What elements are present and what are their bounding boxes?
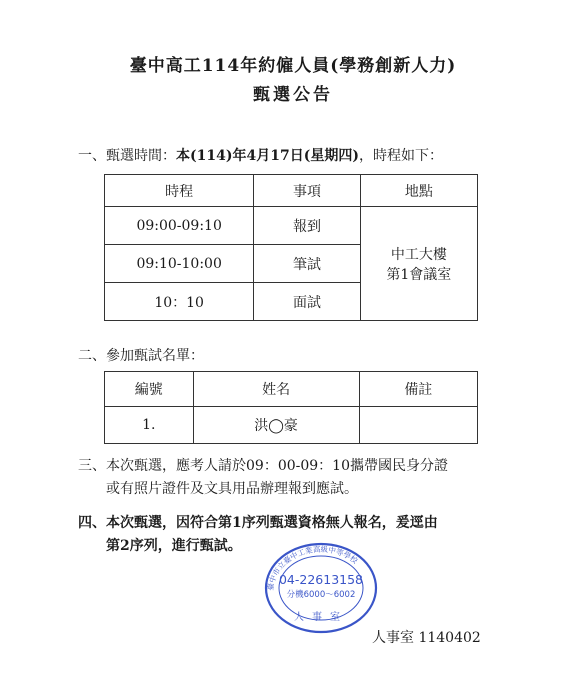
header-location: 地點 xyxy=(360,175,477,207)
stamp-unit: 人事室 xyxy=(294,612,348,623)
issuer-signature: 人事室 1140402 xyxy=(372,630,481,646)
official-seal-stamp xyxy=(262,540,380,636)
candidate-note xyxy=(359,407,477,444)
section-4-line-1: 四、本次甄選，因符合第1序列甄選資格無人報名，爰逕由 xyxy=(78,515,438,531)
section-1-rest: ，時程如下： xyxy=(358,148,443,164)
section-1-heading xyxy=(78,145,443,165)
stamp-phone: 04-22613158 xyxy=(278,572,364,587)
schedule-time: 09:10-10:00 xyxy=(105,245,254,283)
section-1-label: 一、甄選時間： xyxy=(78,148,176,164)
schedule-item: 筆試 xyxy=(254,245,360,283)
exam-date: 本(114)年4月17日(星期四) xyxy=(176,148,359,164)
schedule-location xyxy=(360,207,477,321)
section-3-line-2: 或有照片證件及文具用品辦理報到應試。 xyxy=(106,481,358,497)
section-4-line-2: 第2序列，進行甄試。 xyxy=(106,538,242,554)
location-room: 第1會議室 xyxy=(386,266,452,283)
announcement-subtitle: 甄選公告 xyxy=(253,85,333,105)
table-header-row xyxy=(105,175,478,207)
section-3-line-1: 三、本次甄選，應考人請於09：00-09：10攜帶國民身分證 xyxy=(78,458,448,474)
candidate-table xyxy=(104,371,478,444)
schedule-time: 10：10 xyxy=(105,283,254,321)
header-number: 編號 xyxy=(105,372,194,407)
schedule-time: 09:00-09:10 xyxy=(105,207,254,245)
schedule-item: 報到 xyxy=(254,207,360,245)
table-header-row xyxy=(105,372,478,407)
header-item: 事項 xyxy=(254,175,360,207)
candidate-name: 洪◯豪 xyxy=(193,407,359,444)
header-time: 時程 xyxy=(105,175,254,207)
header-name: 姓名 xyxy=(193,372,359,407)
location-building: 中工大樓 xyxy=(390,246,447,263)
svg-text:臺中市立臺中工業高級中等學校: 臺中市立臺中工業高級中等學校 xyxy=(265,544,360,592)
header-note: 備註 xyxy=(359,372,477,407)
stamp-extension: 分機6000～6002 xyxy=(286,590,356,600)
candidate-number: 1. xyxy=(105,407,194,444)
section-2-heading: 二、參加甄試名單： xyxy=(78,348,204,364)
table-row xyxy=(105,207,478,245)
announcement-title: 臺中高工114年約僱人員(學務創新人力) xyxy=(129,56,457,76)
table-row xyxy=(105,407,478,444)
schedule-item: 面試 xyxy=(254,283,360,321)
schedule-table xyxy=(104,174,478,321)
